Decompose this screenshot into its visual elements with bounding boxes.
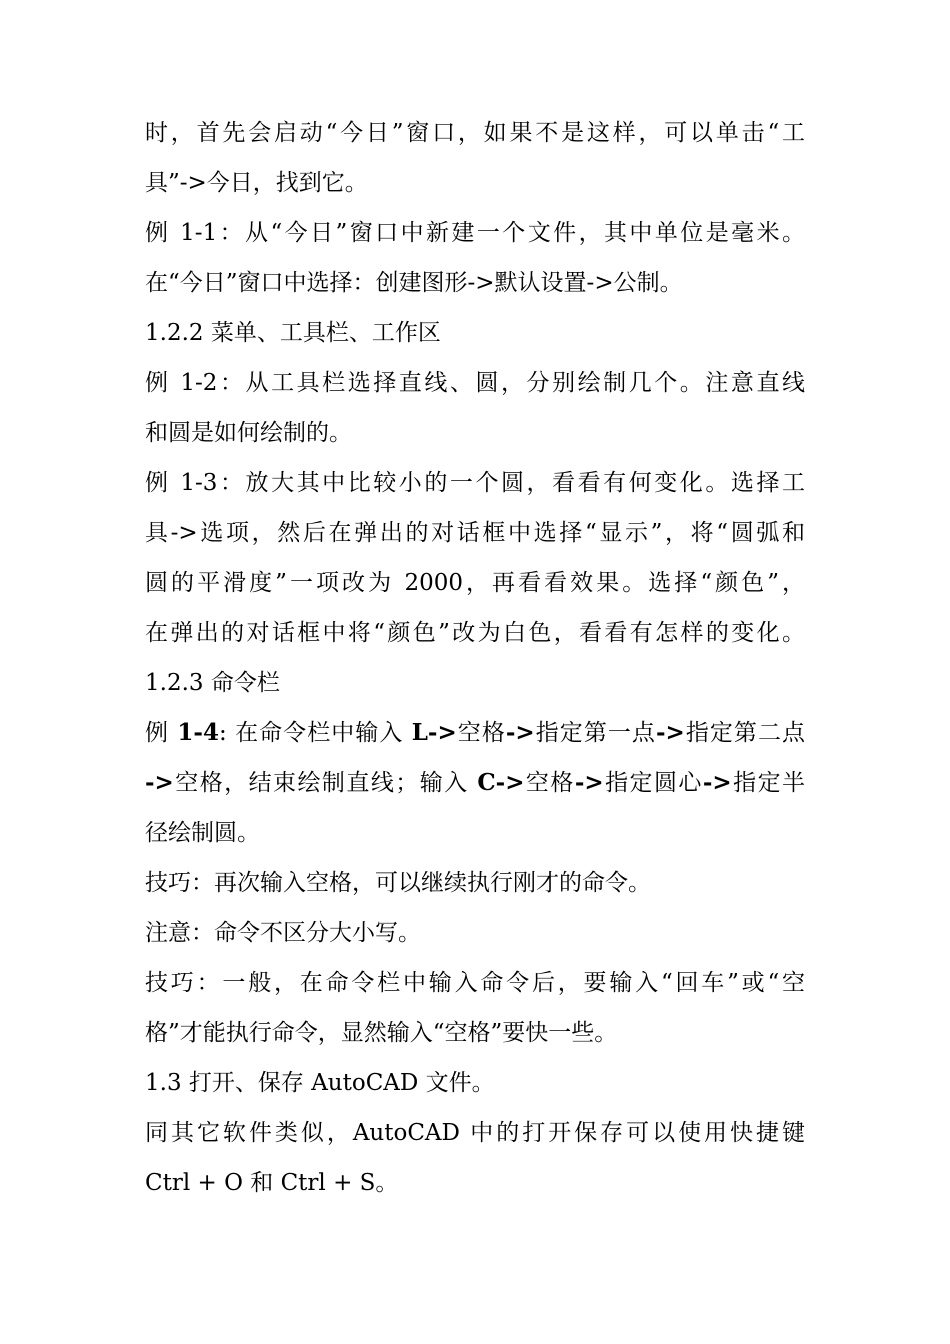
example-1-2-line: 例 1-2：从工具栏选择直线、圆，分别绘制几个。注意直线 [145,370,805,396]
text-line: 在“今日”窗口中选择：创建图形->默认设置->公制。 [145,270,683,296]
text-line: 圆的平滑度”一项改为 2000，再看看效果。选择“颜色”， [145,570,805,596]
text-segment: 指定圆心 [603,770,703,796]
note-line: 注意：命令不区分大小写。 [145,920,421,946]
text-line: 格”才能执行命令，显然输入“空格”要快一些。 [145,1020,618,1046]
bold-segment: 1-4 [177,719,219,746]
text-segment: 空格 [456,720,506,746]
text-line: 时，首先会启动“今日”窗口，如果不是这样，可以单击“工 [145,120,805,146]
bold-segment: -> [702,769,732,796]
text-segment: : 在命令栏中输入 [218,720,412,746]
bold-segment: -> [505,719,535,746]
text-line: 和圆是如何绘制的。 [145,420,352,446]
example-1-4-line [145,718,805,748]
text-line: 具->选项，然后在弹出的对话框中选择“显示”，将“圆弧和 [145,520,805,546]
bold-segment: -> [574,769,604,796]
example-1-1-line: 例 1-1：从“今日”窗口中新建一个文件，其中单位是毫米。 [145,220,805,246]
text-line: 在弹出的对话框中将“颜色”改为白色，看看有怎样的变化。 [145,620,805,646]
text-line: 具”->今日，找到它。 [145,170,368,196]
bold-segment: L-> [411,719,457,746]
text-line: 径绘制圆。 [145,820,260,846]
text-segment: 指定半 [731,770,805,796]
text-segment: 指定第一点 [534,720,656,746]
example-1-3-line: 例 1-3：放大其中比较小的一个圆，看看有何变化。选择工 [145,470,805,496]
text-segment: 空格 [524,770,575,796]
text-line: Ctrl + O 和 Ctrl + S。 [145,1170,399,1196]
text-line: 同其它软件类似，AutoCAD 中的打开保存可以使用快捷键 [145,1120,805,1146]
bold-segment: -> [655,719,685,746]
bold-segment: -> [145,769,174,796]
section-heading-1-2-2: 1.2.2 菜单、工具栏、工作区 [145,320,441,346]
text-segment: 例 [145,720,178,746]
section-heading-1-2-3: 1.2.3 命令栏 [145,670,280,696]
text-line [145,768,805,798]
text-segment: 指定第二点 [684,720,805,746]
tip-line: 技巧：再次输入空格，可以继续执行刚才的命令。 [145,870,651,896]
text-segment: 空格，结束绘制直线；输入 [173,770,478,796]
section-heading-1-3: 1.3 打开、保存 AutoCAD 文件。 [145,1070,495,1096]
tip-line: 技巧：一般，在命令栏中输入命令后，要输入“回车”或“空 [145,970,805,996]
bold-segment: C-> [477,769,525,796]
